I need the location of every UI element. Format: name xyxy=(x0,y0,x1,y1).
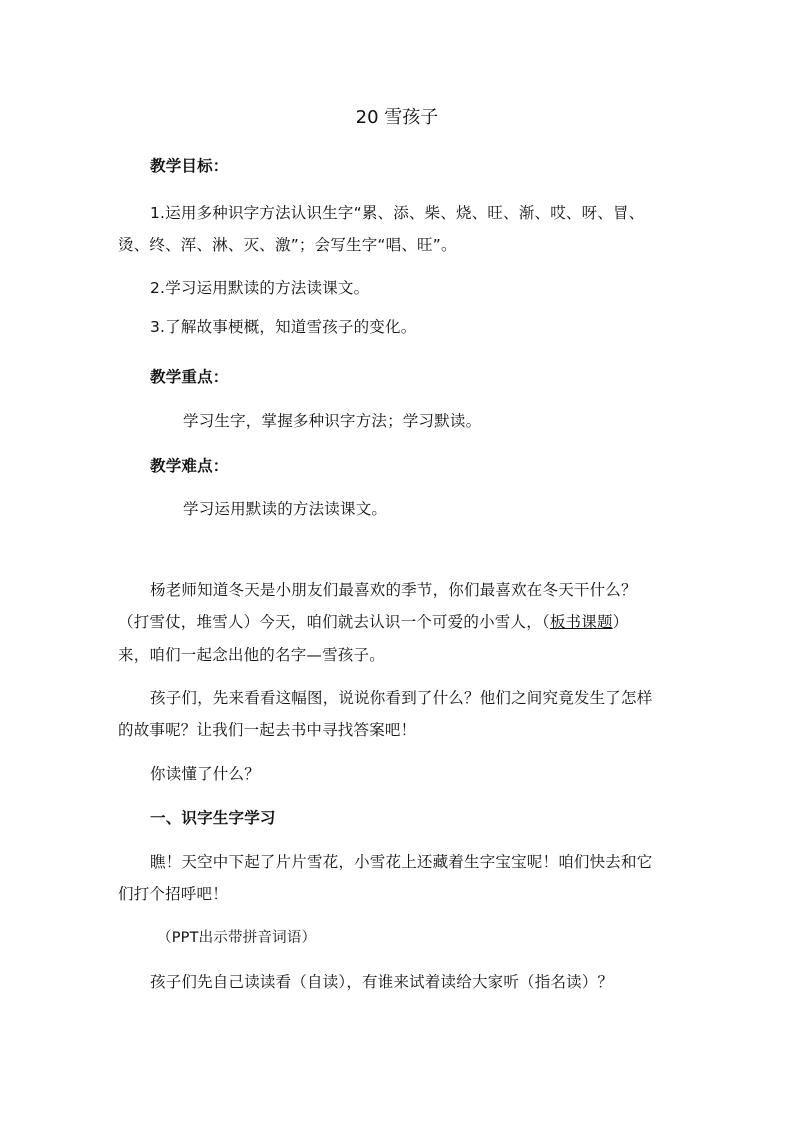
intro-line-2 xyxy=(118,612,678,632)
goal-3: 3.了解故事梗概，知道雪孩子的变化。 xyxy=(150,318,417,336)
snow-line-1: 瞧！天空中下起了片片雪花，小雪花上还藏着生字宝宝呢！咱们快去和它 xyxy=(150,853,653,871)
picture-line-2: 的故事呢？让我们一起去书中寻找答案吧！ xyxy=(118,721,417,739)
key-points-heading: 教学重点： xyxy=(150,368,229,386)
intro-line-2-start: （打雪仗，堆雪人）今天，咱们就去认识一个可爱的小雪人，（ xyxy=(118,613,550,631)
board-title-note: 板书课题 xyxy=(549,613,613,631)
goal-2: 2.学习运用默读的方法读课文。 xyxy=(150,279,370,297)
picture-line-1: 孩子们，先来看看这幅图，说说你看到了什么？他们之间究竟发生了怎样 xyxy=(150,689,653,707)
difficulty-heading: 教学难点： xyxy=(150,457,229,475)
document-title: 20 雪孩子 xyxy=(355,107,439,128)
difficulty-text: 学习运用默读的方法读课文。 xyxy=(183,500,388,518)
intro-line-2-end: ） xyxy=(612,613,629,631)
snow-line-2: 们打个招呼吧！ xyxy=(118,885,228,903)
section-1-heading: 一、识字生字学习 xyxy=(150,809,276,827)
ppt-note: （PPT出示带拼音词语） xyxy=(157,930,317,946)
reading-line: 孩子们先自己读读看（自读），有谁来试着读给大家听（指名读）？ xyxy=(150,973,614,991)
goals-heading: 教学目标： xyxy=(150,157,229,175)
intro-line-3: 来，咱们一起念出他的名字—雪孩子。 xyxy=(118,646,385,664)
key-points-text: 学习生字，掌握多种识字方法；学习默读。 xyxy=(183,412,482,430)
intro-line-1: 杨老师知道冬天是小朋友们最喜欢的季节，你们最喜欢在冬天干什么？ xyxy=(150,581,637,599)
goal-1-line-2: 烫、终、浑、淋、灭、激”；会写生字“唱、旺”。 xyxy=(118,236,457,254)
goal-1-line-1: 1.运用多种识字方法认识生字“累、添、柴、烧、旺、渐、哎、呀、冒、 xyxy=(150,204,645,222)
question-line: 你读懂了什么？ xyxy=(150,765,260,783)
